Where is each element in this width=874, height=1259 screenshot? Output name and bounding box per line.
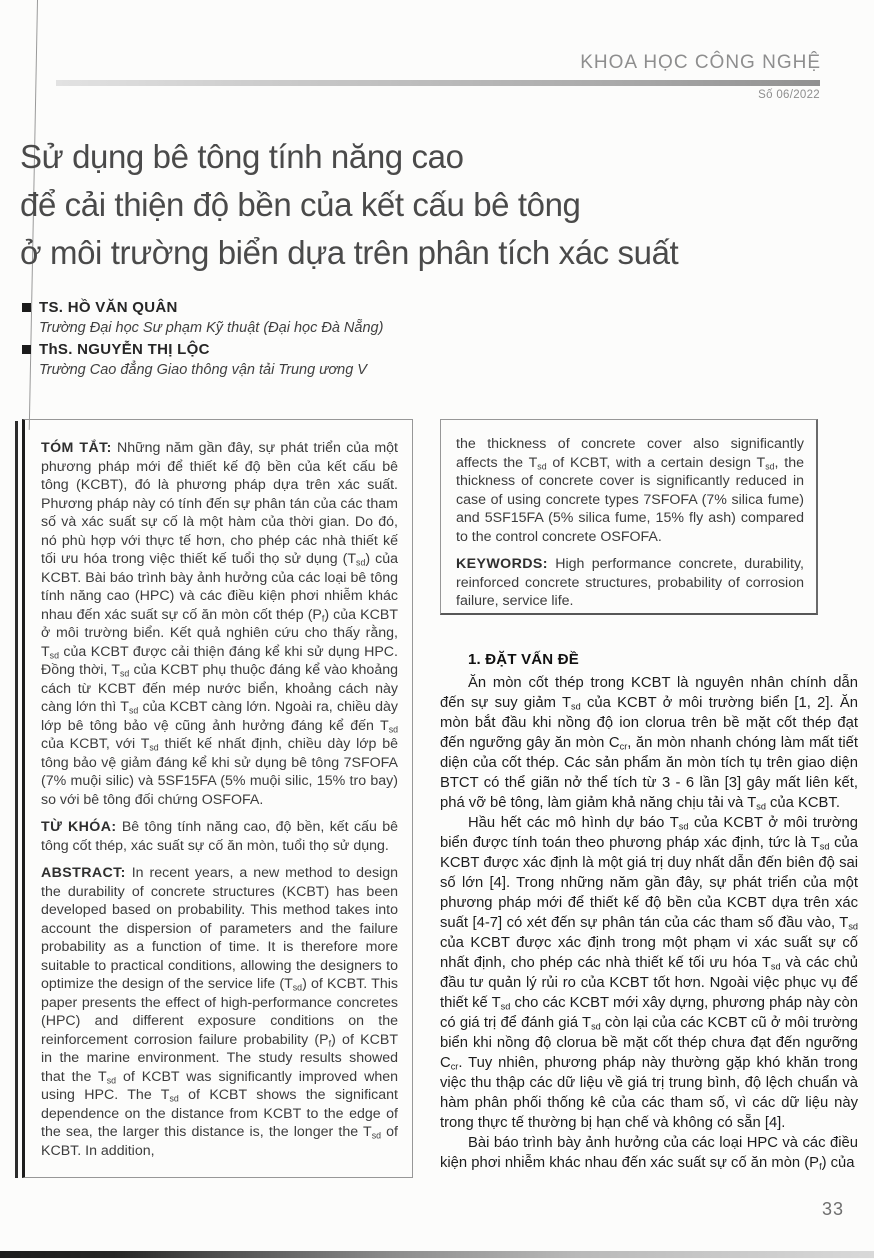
issue-label: Số 06/2022 <box>758 89 820 101</box>
article-title-line-2: để cải thiện độ bền của kết cấu bê tông <box>20 186 581 223</box>
main-column <box>440 650 858 1195</box>
abstract-continued-paragraph <box>456 435 804 546</box>
abstract-text: In recent years, a new method to design the durability of concrete structures (KCBT) has been developed based on probability. This method takes into account the dispersion of parameters and the failure probability as a function of time. It is therefore more suitable to practical conditions, allowing the designers to optimize the design of the service life $(T_{sd})$ of KCBT. This paper presents the effect of high-performance concretes (HPC) and different exposure conditions on the reinforcement corrosion failure probability $(P_f)$ of KCBT in the marine environment. The study results showed that the $T_{sd}$ of KCBT was significantly improved when using HPC. The $T_{sd}$ of KCBT shows the significant dependence on the distance from KCBT to the edge of the sea, the larger this distance is, the longer the $T_{sd}$ of KCBT. In addition, <box>41 865 398 1159</box>
author-row <box>22 339 383 360</box>
scan-artifact-bottom-bar <box>0 1251 874 1258</box>
square-bullet-icon <box>22 345 31 354</box>
abstract-label: ABSTRACT: <box>41 865 126 881</box>
body-paragraph: Hầu hết các mô hình dự báo $T_{sd}$ của KCBT ở môi trường biển được tính toán theo phương pháp xác định, tức là $T_{sd}$ của KCBT được xác định là một giá trị duy nhất dẫn đến biên độ sai số lớn [4]. Trong những năm gần đây, sự phát triển của một phương pháp mới để thiết kế độ bền của KCBT dựa trên xác suất [4-7] có xét đến sự phân tán của các tham số đầu vào, $T_{sd}$ của KCBT được xác định trong một phạm vi xác suất sự cố nhất định, cho phép các nhà thiết kế tối ưu hóa $T_{sd}$ và các chủ đầu tư quản lý rủi ro của KCBT tốt hơn. Ngoài việc phục vụ để thiết kế $T_{sd}$ cho các KCBT mới xây dựng, phương pháp này còn có giá trị để đánh giá $T_{sd}$ còn lại của các KCBT cũ ở môi trường biển khi nồng độ clorua bề mặt cốt thép chưa đạt đến ngưỡng $C_{cr}$. Tuy nhiên, phương pháp này thường gặp khó khăn trong việc thu thập các dữ liệu về giá trị trung bình, độ lệch chuẩn và hàm phân phối thống kê của các tham số, vì các dữ liệu này trong thực tế thường bị hạn chế và không có sẵn [4]. <box>440 815 858 1131</box>
author-affiliation: Trường Cao đẳng Giao thông vận tải Trung ương V <box>39 362 367 378</box>
tom-tat-paragraph <box>41 439 398 809</box>
abstract-paragraph <box>41 864 398 1160</box>
author-name: ThS. NGUYỄN THỊ LỘC <box>39 341 210 358</box>
square-bullet-icon <box>22 303 31 312</box>
author-row <box>22 297 383 318</box>
article-title-line-3: ở môi trường biển dựa trên phân tích xác suất <box>20 234 679 271</box>
tu-khoa-text: Bê tông tính năng cao, độ bền, kết cấu bê tông cốt thép, xác suất sự cố ăn mòn, tuổi thọ sử dụng. <box>41 819 398 854</box>
section-heading: 1. ĐẶT VẤN ĐỀ <box>468 651 579 668</box>
author-block <box>22 297 383 381</box>
abstract-box-right <box>440 419 818 615</box>
abstract-continued-text: the thickness of concrete cover also significantly affects the $T_{sd}$ of KCBT, with a certain design $T_{sd}$, the thickness of concrete cover is significantly reduced in case of using concrete types 7SFOFA (7% silica fume) and 5SF15FA (5% silica fume, 15% fly ash) compared to the control concrete OSFOFA. <box>456 436 804 545</box>
journal-name: KHOA HỌC CÔNG NGHỆ <box>580 52 821 73</box>
author-affiliation: Trường Đại học Sư phạm Kỹ thuật (Đại học Đà Nẵng) <box>39 320 384 336</box>
keywords-paragraph <box>456 555 804 611</box>
tu-khoa-label: TỪ KHÓA: <box>41 819 117 835</box>
tom-tat-text: Những năm gần đây, sự phát triển của một phương pháp mới để thiết kế độ bền của kết cấu bê tông (KCBT), đó là phương pháp dựa trên xác suất. Phương pháp này có tính đến sự phân tán của các tham số và xác suất sự cố là một hàm của thời gian. Do đó, nó phù hợp với thực tế hơn, cho phép các nhà thiết kế tối ưu hóa trong việc thiết kế tuổi thọ sử dụng $(T_{sd})$ của KCBT. Bài báo trình bày ảnh hưởng của các loại bê tông tính năng cao (HPC) và các điều kiện phơi nhiễm khác nhau đến xác suất sự cố ăn mòn cốt thép $(P_f)$ của KCBT ở môi trường biển. Kết quả nghiên cứu cho thấy rằng, $T_{sd}$ của KCBT được cải thiện đáng kể khi sử dụng HPC. Đồng thời, $T_{sd}$ của KCBT phụ thuộc đáng kể vào khoảng cách từ KCBT đến mép nước biển, khoảng cách này càng lớn thì $T_{sd}$ của KCBT càng lớn. Ngoài ra, chiều dày lớp bê tông bảo vệ cũng ảnh hưởng đáng kể đến $T_{sd}$ của KCBT, với $T_{sd}$ thiết kế nhất định, chiều dày lớp bê tông bảo vệ giảm đáng kể khi sử dụng bê tông 7SFOFA (7% muội silic) và 5SF15FA (5% muội silic, 15% tro bay) so với bê tông đối chứng OSFOFA. <box>41 440 398 808</box>
article-title <box>20 133 820 277</box>
keywords-text: High performance concrete, durability, reinforced concrete structures, probability of corrosion failure, service life. <box>456 556 804 609</box>
tom-tat-label: TÓM TẮT: <box>41 440 112 456</box>
article-title-line-1: Sử dụng bê tông tính năng cao <box>20 138 464 175</box>
tu-khoa-paragraph <box>41 818 398 855</box>
author-name: TS. HỒ VĂN QUÂN <box>39 299 178 316</box>
keywords-label: KEYWORDS: <box>456 556 548 572</box>
header-rule <box>56 80 820 86</box>
page-number: 33 <box>822 1199 845 1219</box>
abstract-box-left <box>22 419 413 1178</box>
body-paragraph: Ăn mòn cốt thép trong KCBT là nguyên nhân chính dẫn đến sự suy giảm $T_{sd}$ của KCBT ở môi trường biển [1, 2]. Ăn mòn bắt đầu khi nồng độ ion clorua trên bề mặt cốt thép đạt đến ngưỡng gây ăn mòn $C_{cr}$, ăn mòn nhanh chóng làm mất tiết diện của cốt thép. Các sản phẩm ăn mòn tích tụ trên giao diện BTCT có thể giãn nở thể tích từ 3 - 6 lần [3] gây mất liên kết, phá vỡ bê tông, làm giảm khả năng chịu tải và $T_{sd}$ của KCBT. <box>440 675 858 812</box>
scan-artifact-box-edge-line <box>15 421 18 1178</box>
body-paragraph: Bài báo trình bày ảnh hưởng của các loại HPC và các điều kiện phơi nhiễm khác nhau đến xác suất sự cố ăn mòn $(P_f)$ của <box>440 1135 858 1172</box>
